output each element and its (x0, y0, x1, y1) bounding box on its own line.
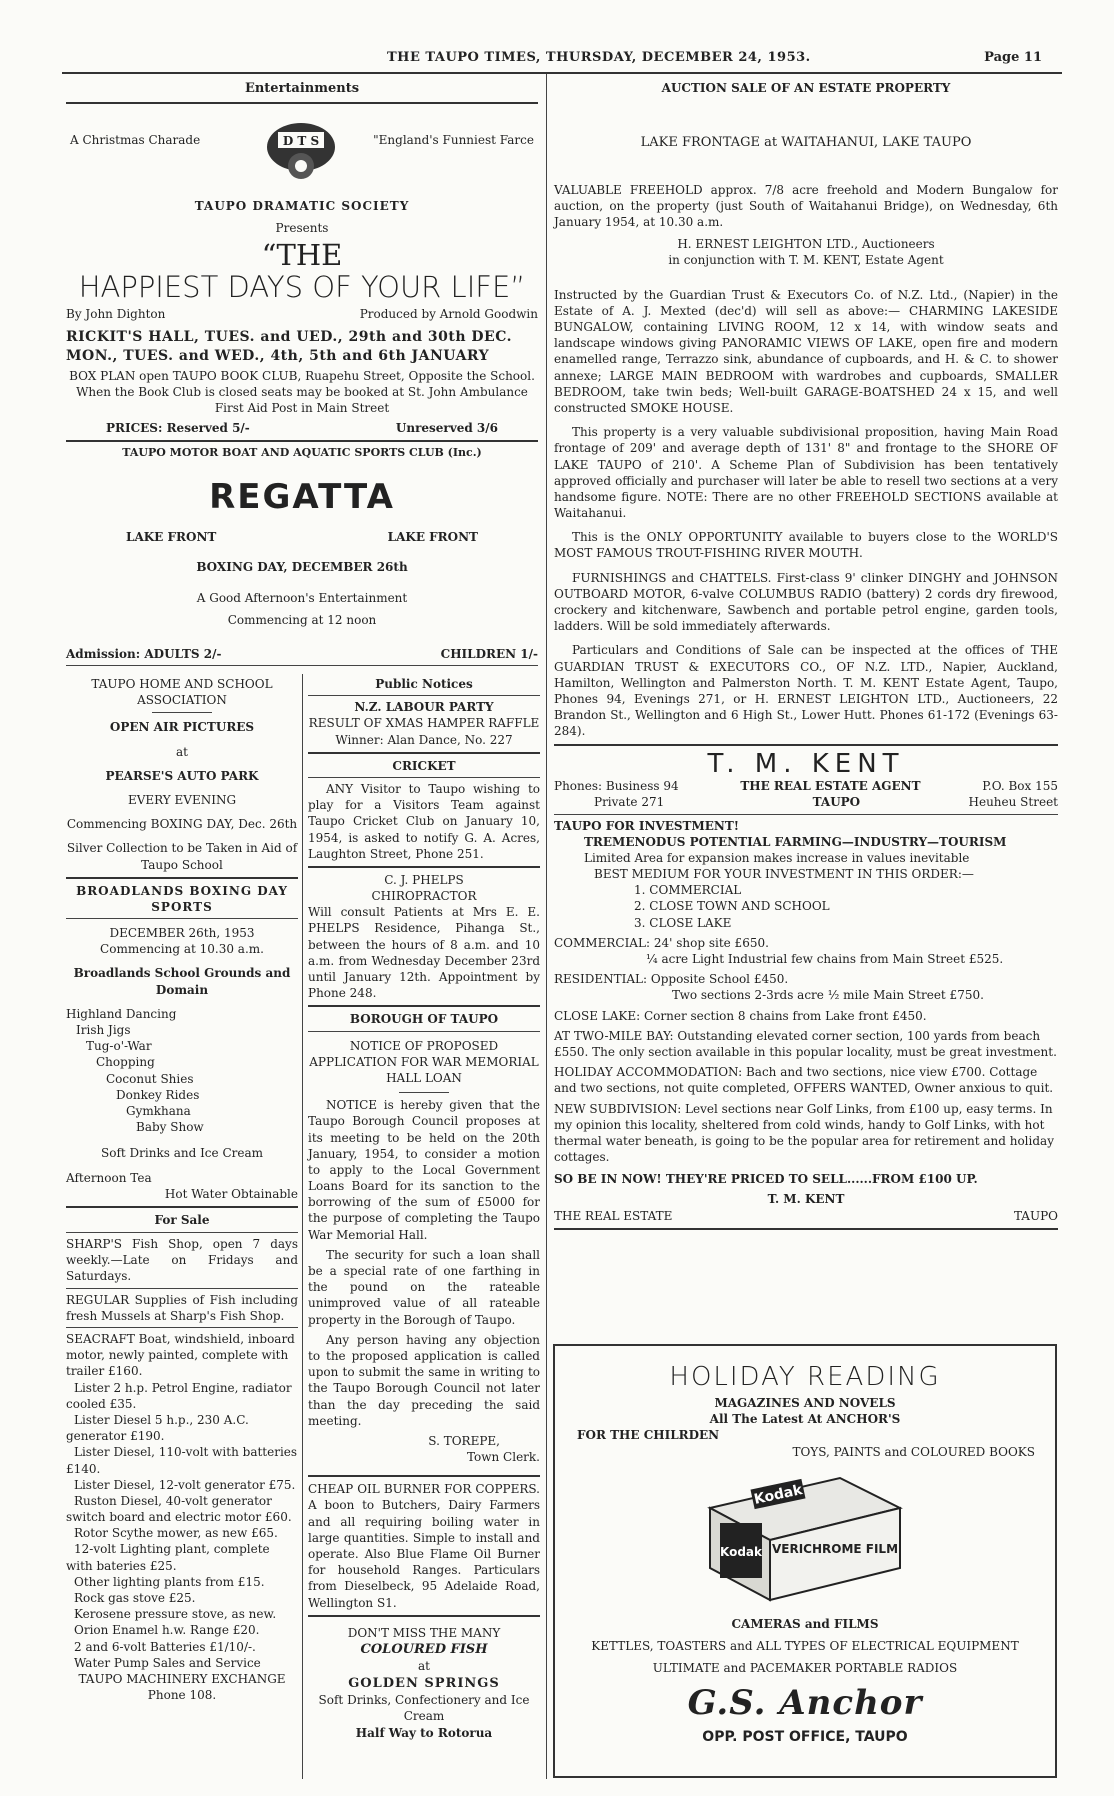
fish-ad-line6: Half Way to Rotorua (355, 1725, 493, 1740)
kent-footer-right: TAUPO (1013, 1208, 1058, 1223)
borough-para-2: The security for such a loan shall be a special rate of one farthing in the pound on the rateable unimproved value of all rateable property in the Borough of Taupo. (308, 1247, 540, 1327)
public-notices-heading: Public Notices (375, 677, 473, 691)
home-school-org: TAUPO HOME AND SCHOOL ASSOCIATION (91, 677, 273, 708)
magazines-novels: MAGAZINES AND NOVELS (714, 1396, 896, 1411)
auction-para-6: Particulars and Conditions of Sale can be inspected at the offices of THE GUARDIAN TRUST & EXECUTORS CO., OF N.Z. LTD., Napier, Auckland, Hamilton, Wellington and Palmerston North. T. M. KENT Estate Agent, Taupo, Phones 94, Evenings 271, or H. ERNEST LEIGHTON LTD., Auctioneers, 22 Brandon St., Wellington and 6 High St., Lower Hutt. Phones 61-172 (Evenings 63-284). (554, 643, 1058, 739)
kodak-film-label: VERICHROME FILM (771, 1541, 899, 1556)
sale-item: Lister Diesel, 12-volt generator £75. (74, 1477, 296, 1492)
play-author: By John Dighton (66, 306, 166, 321)
fish-ad-line5: Soft Drinks, Confectionery and Ice Cream (318, 1693, 530, 1724)
play-producer: Produced by Arnold Goodwin (359, 306, 538, 321)
kodak-lid-label: Kodak (752, 1481, 804, 1508)
for-sale-heading: For Sale (154, 1212, 210, 1227)
auto-park: PEARSE'S AUTO PARK (105, 768, 259, 783)
sale-item: Orion Enamel h.w. Range £20. (74, 1623, 260, 1638)
close-lake: CLOSE LAKE: Corner section 8 chains from Lake front £450. (554, 1008, 927, 1023)
fish-ad-line1: DON'T MISS THE MANY (347, 1625, 501, 1640)
kent-footer-left: THE REAL ESTATE (554, 1208, 673, 1223)
event-item: Gymkhana (126, 1103, 191, 1118)
kodak-film-box-icon (690, 1468, 920, 1608)
event-item: Donkey Rides (116, 1087, 200, 1102)
home-school-commencing: Commencing BOXING DAY, Dec. 26th (66, 817, 298, 832)
cricket-title: CRICKET (392, 758, 456, 773)
sale-item: Rotor Scythe mower, as new £65. (74, 1526, 278, 1541)
order-item: 1. COMMERCIAL (634, 883, 742, 898)
auction-title: AUCTION SALE OF AN ESTATE PROPERTY (661, 81, 951, 95)
kent-po-box: P.O. Box 155 (982, 779, 1058, 794)
society-name: TAUPO DRAMATIC SOCIETY (194, 198, 410, 213)
svg-text:D T S: D T S (282, 133, 320, 148)
sale-item: Lister Diesel, 110-volt with batteries £140. (66, 1445, 298, 1476)
play-dates-1: RICKIT'S HALL, TUES. and UED., 29th and 30th DEC. (66, 328, 512, 345)
borough-para-1: NOTICE is hereby given that the Taupo Borough Council proposes at its meeting to be held on the 20th January, 1954, to consider a motion to apply to the Local Government Loans Board for its sanction to the borrowing of the sum of £5000 for the purpose of completing the Taupo War Memorial Hall. (308, 1098, 540, 1242)
order-item: 2. CLOSE TOWN AND SCHOOL (634, 899, 830, 914)
auction-para-2: Instructed by the Guardian Trust & Executors Co. of N.Z. Ltd., (Napier) in the Estate of A. J. Mexted (dec'd) will sell as above:— CHARMING LAKESIDE BUNGALOW, containing LIVING ROOM, 12 x 14, with window seats and landscape windows giving PANORAMIC VIEWS OF LAKE, open fire and modern enamelled range, Terrazzo sink, abundance of cupboards, and H. & C. to shower annexe; LARGE MAIN BEDROOM with wardrobes and cupboards, SMALLER BEDROOM, take twin beds; Well-built GARAGE-BOATSHED 24 x 15, and well constructed SMOKE HOUSE. (554, 287, 1058, 415)
public-notices (308, 676, 540, 1741)
oil-burner-ad: CHEAP OIL BURNER FOR COPPERS. A boon to Butchers, Dairy Farmers and all requiring boiling water in large quantities. Simple to install and operate. Also Blue Flame Oil Burner for household Ranges. Particulars from Dieselbeck, 95 Adelaide Road, Wellington S1. (308, 1482, 540, 1610)
commercial-label: COMMERCIAL: (554, 935, 650, 950)
box-plan: BOX PLAN open TAUPO BOOK CLUB, Ruapehu Street, Opposite the School. When the Book Club is closed seats may be booked at St. John Ambulance First Aid Post in Main Street (69, 368, 535, 416)
regatta-club: TAUPO MOTOR BOAT AND AQUATIC SPORTS CLUB (Inc.) (122, 446, 482, 460)
so-be-in-now: SO BE IN NOW! THEY'RE PRICED TO SELL......FROM £100 UP. (554, 1172, 978, 1187)
price-reserved: PRICES: Reserved 5/- (106, 421, 250, 436)
cricket-body: ANY Visitor to Taupo wishing to play for a Visitors Team against Taupo Cricket Club on January 10, 1954, is asked to notify G. A. Acres, Laughton Street, Phone 251. (308, 781, 540, 861)
sale-item: Lister Diesel 5 h.p., 230 A.C. generator £190. (66, 1412, 249, 1444)
newspaper-title: THE TAUPO TIMES, THURSDAY, DECEMBER 24, 1953. (387, 50, 811, 65)
commercial-1: 24' shop site £650. (653, 935, 769, 950)
latest-at-anchors: All The Latest At ANCHOR'S (709, 1412, 901, 1427)
town-clerk-name: S. TOREPE, (428, 1433, 500, 1448)
hot-water: Hot Water Obtainable (164, 1186, 298, 1201)
afternoon-tea: Afternoon Tea (66, 1170, 152, 1185)
kent-street: Heuheu Street (968, 795, 1058, 810)
auction-para-3: This property is a very valuable subdivisional proposition, having Main Road frontage of 209' and average depth of 131' 8" and frontage to the SHORE OF LAKE TAUPO of 210'. A Scheme Plan of Subdivision has been tentatively approved officially and purchaser will later be able to resell two sections at a very handsome figure. NOTE: There are no other FREEHOLD SECTIONS available at Waitahanui. (554, 425, 1058, 521)
broadlands-events (66, 1006, 298, 1136)
sale-item: Rock gas stove £25. (74, 1591, 196, 1605)
borough-title: BOROUGH OF TAUPO (349, 1012, 499, 1027)
tremendous: TREMENODUS POTENTIAL FARMING—INDUSTRY—TOURISM (584, 834, 1007, 849)
residential-label: RESIDENTIAL: (554, 972, 648, 987)
broadlands-grounds: Broadlands School Grounds and Domain (73, 966, 291, 997)
sale-item: Lister 2 h.p. Petrol Engine, radiator cooled £35. (66, 1380, 292, 1411)
event-item: Tug-o'-War (86, 1039, 152, 1054)
labour-party-body: RESULT OF XMAS HAMPER RAFFLE (308, 716, 540, 731)
phelps-name: C. J. PHELPS (384, 872, 464, 887)
auction-para-5: FURNISHINGS and CHATTELS. First-class 9' clinker DINGHY and JOHNSON OUTBOARD MOTOR, 6-valve COLUMBUS RADIO (battery) 2 cords dry firewood, crockery and kitchenware, Sawbench and portable petrol engine, garden tools, ladders. Will be sold immediately afterwards. (554, 570, 1058, 634)
raffle-winner: Winner: Alan Dance, No. 227 (335, 732, 513, 747)
broadlands-time: Commencing at 10.30 a.m. (100, 942, 264, 957)
auction-section (554, 80, 1058, 1234)
fish-ad-line2: COLOURED FISH (360, 1641, 488, 1657)
event-item: Highland Dancing (66, 1006, 177, 1021)
open-air-title: OPEN AIR PICTURES (109, 720, 255, 735)
phelps-body: Will consult Patients at Mrs E. E. PHELPS Residence, Pihanga St., between the hours of 8 a.m. and 10 a.m. from Wednesday December 23rd until January 12th. Appointment by Phone 248. (308, 905, 540, 1001)
holiday-reading-ad (553, 1344, 1057, 1778)
kent-agent: THE REAL ESTATE AGENT (740, 779, 921, 794)
farce-tag: "England's Funniest Farce (373, 132, 534, 147)
event-item: Coconut Shies (106, 1071, 194, 1086)
fish-ad-line3: at (418, 1659, 430, 1674)
kent-signature: T. M. KENT (767, 1192, 845, 1207)
machinery-list (66, 1331, 298, 1671)
kent-phones: Phones: Business 94 (554, 779, 679, 794)
event-item: Irish Jigs (76, 1023, 131, 1037)
borough-para-3: Any person having any objection to the proposed application is called upon to submit the same in writing to the Taupo Borough Council not later than the day preceding the said meeting. (308, 1332, 540, 1428)
holiday-accommodation: HOLIDAY ACCOMMODATION: Bach and two sections, nice view £700. Cottage and two sections, not quite completed, OFFERS WANTED, Owner anxious to quit. (554, 1065, 1054, 1096)
regatta-afternoon: A Good Afternoon's Entertainment (196, 590, 408, 605)
admission-children: CHILDREN 1/- (440, 646, 538, 661)
entertainments-section (66, 80, 538, 669)
sale-item: Ruston Diesel, 40-volt generator switch board and electric motor £60. (66, 1493, 292, 1525)
play-dates-2: MON., TUES. and WED., 4th, 5th and 6th JANUARY (66, 347, 490, 364)
auction-para-4: This is the ONLY OPPORTUNITY available to buyers close to the WORLD'S MOST FAMOUS TROUT-FISHING RIVER MOUTH. (554, 530, 1058, 561)
sale-item: SEACRAFT Boat, windshield, inboard motor, newly painted, complete with trailer £160. (66, 1332, 295, 1379)
auction-para-1: VALUABLE FREEHOLD approx. 7/8 acre freehold and Modern Bungalow for auction, on the property (just South of Waitahanui Bridge), on Wednesday, 6th January 1954, at 10.30 a.m. (554, 182, 1058, 230)
sale-item: Other lighting plants from £15. (74, 1574, 265, 1589)
play-title-line1: “THE (261, 237, 343, 272)
price-unreserved: Unreserved 3/6 (395, 421, 498, 436)
sale-item: 2 and 6-volt Batteries £1/10/-. (74, 1639, 256, 1654)
toys-paints: TOYS, PAINTS and COLOURED BOOKS (792, 1444, 1035, 1459)
soft-drinks: Soft Drinks and Ice Cream (101, 1146, 263, 1161)
regatta-date: BOXING DAY, DECEMBER 26th (196, 560, 408, 575)
event-item: Baby Show (136, 1120, 204, 1135)
fish-ad-line4: GOLDEN SPRINGS (348, 1675, 500, 1691)
machinery-exchange: TAUPO MACHINERY EXCHANGE (78, 1671, 286, 1686)
order-item: 3. CLOSE LAKE (634, 915, 732, 930)
regular-fish-ad: REGULAR Supplies of Fish including fresh Mussels at Sharp's Fish Shop. (66, 1292, 298, 1323)
labour-party-title: N.Z. LABOUR PARTY (354, 700, 494, 715)
play-title-line2: HAPPIEST DAYS OF YOUR LIFE” (78, 269, 526, 304)
sale-item: Kerosene pressure stove, as new. (74, 1607, 277, 1622)
dramatic-society-emblem-icon (264, 114, 338, 188)
every-evening: EVERY EVENING (127, 792, 237, 807)
machinery-phone: Phone 108. (147, 1688, 217, 1703)
commercial-2: ¼ acre Light Industrial few chains from Main Street £525. (646, 952, 1004, 967)
regatta-title: REGATTA (209, 477, 395, 518)
admission-adults: Admission: ADULTS 2/- (66, 646, 222, 661)
holiday-reading-title: HOLIDAY READING (669, 1362, 941, 1392)
cameras-films: CAMERAS and FILMS (731, 1617, 879, 1632)
in-conjunction: in conjunction with T. M. KENT, Estate Agent (668, 253, 944, 268)
best-medium: BEST MEDIUM FOR YOUR INVESTMENT IN THIS ORDER:— (594, 867, 974, 882)
phelps-title: CHIROPRACTOR (371, 889, 477, 904)
entertainments-heading: Entertainments (244, 81, 360, 96)
invest-heading: TAUPO FOR INVESTMENT! (554, 818, 740, 833)
broadlands-date: DECEMBER 26th, 1953 (109, 926, 255, 941)
home-school-notice (66, 676, 298, 1703)
opp-post-office: OPP. POST OFFICE, TAUPO (702, 1729, 908, 1746)
page-header (62, 46, 1062, 74)
sale-item: Water Pump Sales and Service (74, 1655, 261, 1670)
kent-private: Private 271 (594, 795, 665, 810)
silver-collection: Silver Collection to be Taken in Aid of Taupo School (66, 841, 298, 872)
sharp-fish-ad: SHARP'S Fish Shop, open 7 days weekly.—Late on Fridays and Saturdays. (66, 1237, 298, 1284)
auctioneers: H. ERNEST LEIGHTON LTD., Auctioneers (677, 237, 935, 252)
column-divider-small (302, 674, 303, 1779)
event-item: Chopping (96, 1055, 155, 1070)
regatta-commencing: Commencing at 12 noon (227, 612, 377, 627)
kent-taupo: TAUPO (812, 795, 861, 810)
charade-tag: A Christmas Charade (70, 132, 201, 147)
new-subdivision: NEW SUBDIVISION: Level sections near Golf Links, from £100 up, easy terms. In my opinion this locality, sheltered from cold winds, handy to Golf Links, with hot thermal water beneath, is going to be the popular area for retirement and holiday cottages. (554, 1101, 1054, 1165)
home-school-at: at (176, 744, 188, 759)
for-the-children: FOR THE CHILRDEN (577, 1428, 720, 1443)
broadlands-title: BROADLANDS BOXING DAY SPORTS (76, 883, 288, 914)
borough-subtitle: NOTICE OF PROPOSED APPLICATION FOR WAR MEMORIAL HALL LOAN (309, 1038, 539, 1085)
two-mile-bay: AT TWO-MILE BAY: Outstanding elevated corner section, 100 yards from beach £550. The only section available in this popular locality, must be great investment. (554, 1028, 1057, 1059)
portable-radios: ULTIMATE and PACEMAKER PORTABLE RADIOS (652, 1661, 958, 1676)
kodak-side-label: Kodak (720, 1544, 762, 1559)
residential-2: Two sections 2-3rds acre ½ mile Main Street £750. (672, 988, 984, 1003)
auction-subtitle: LAKE FRONTAGE at WAITAHANUI, LAKE TAUPO (640, 135, 972, 151)
page-number: Page 11 (984, 50, 1042, 65)
kettles-toasters: KETTLES, TOASTERS and ALL TYPES OF ELECTRICAL EQUIPMENT (591, 1639, 1019, 1654)
residential-1: Opposite School £450. (650, 972, 789, 987)
town-clerk-title: Town Clerk. (466, 1450, 540, 1465)
lake-front-left: LAKE FRONT (126, 530, 217, 545)
limited-area: Limited Area for expansion makes increase in values inevitable (584, 850, 970, 865)
column-divider (546, 74, 547, 1779)
lake-front-right: LAKE FRONT (387, 530, 478, 545)
sale-item: 12-volt Lighting plant, complete with bateries £25. (66, 1542, 270, 1573)
presents-text: Presents (275, 220, 329, 235)
anchor-logo: G.S. Anchor (687, 1682, 923, 1723)
kent-name-heading: T. M. KENT (707, 748, 905, 779)
